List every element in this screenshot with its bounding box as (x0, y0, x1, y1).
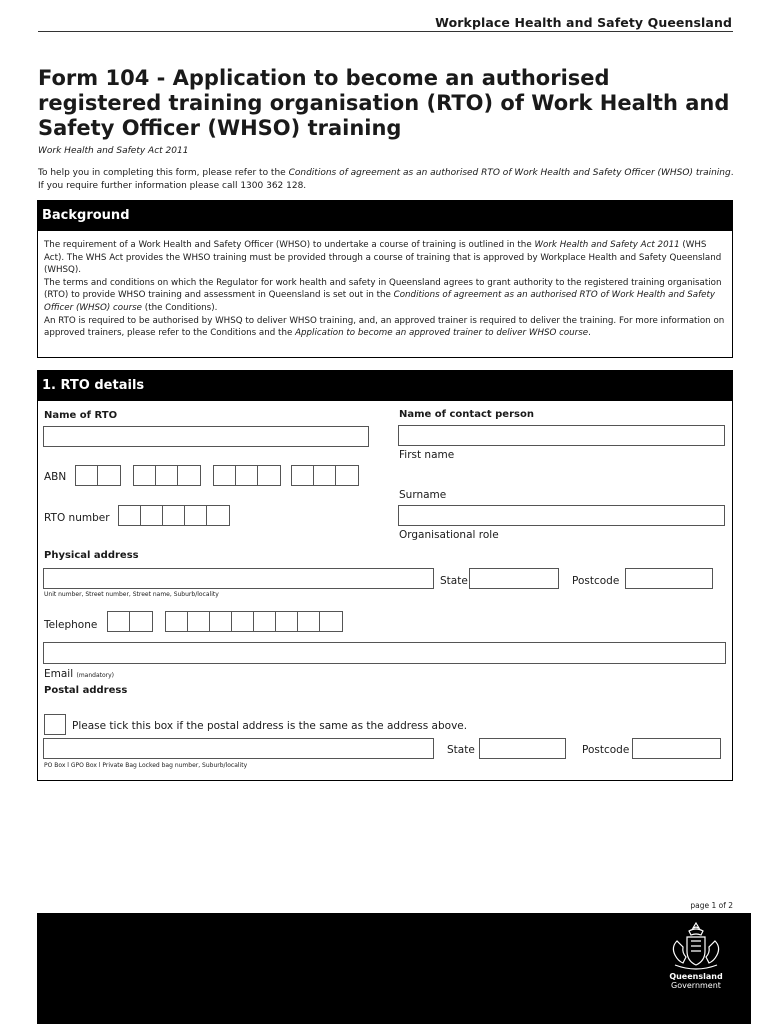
header-divider (38, 31, 733, 32)
same-address-checkbox[interactable] (44, 714, 66, 735)
postal-address-hint: PO Box l GPO Box l Private Bag Locked bag number, Suburb/locality (44, 762, 248, 769)
postal-postcode-field[interactable] (632, 738, 721, 759)
background-paragraph-1: The requirement of a Work Health and Safety Officer (WHSO) to undertake a course of training is outlined in the Work Health and Safety Act 2011 (WHS Act). The WHS Act provides the WHSO training must be provided through a course of training that is approved by Workplace Health and Safety Queensland (WHSQ). (44, 240, 722, 276)
postal-address-label: Postal address (44, 685, 128, 696)
postcode-label: Postcode (572, 575, 620, 587)
address-hint: Unit number, Street number, Street name, Suburb/locality (44, 591, 219, 598)
surname-label: Surname (399, 489, 447, 501)
rto-number-field[interactable] (118, 505, 230, 526)
rto-name-field[interactable] (43, 426, 369, 447)
abn-label: ABN (44, 471, 67, 483)
email-label: Email (mandatory) (44, 668, 115, 680)
postal-postcode-label: Postcode (582, 744, 630, 756)
rto-number-label: RTO number (44, 512, 110, 524)
intro-text: To help you in completing this form, please refer to the Conditions of agreement as an authorised RTO of Work Health and Safety Officer (WHSO) training. If you require further information please call 1300 362 128. (38, 168, 734, 191)
logo-subtitle: Government (671, 981, 721, 990)
physical-address-label: Physical address (44, 550, 139, 561)
state-field[interactable] (469, 568, 559, 589)
rto-details-heading: 1. RTO details (37, 370, 733, 401)
telephone-area-code[interactable] (107, 611, 153, 632)
conditions-reference: Conditions of agreement as an authorised RTO of Work Health and Safety Officer (WHSO) training (288, 168, 731, 178)
act-reference: Work Health and Safety Act 2011 (38, 146, 189, 156)
abn-group-3[interactable] (213, 465, 281, 486)
mandatory-note: (mandatory) (76, 672, 115, 679)
page-title: Form 104 - Application to become an authorised registered training organisation (RTO) of Work Health and Safety Officer (WHSO) training (38, 66, 730, 140)
surname-field[interactable] (398, 505, 725, 526)
header-organisation: Workplace Health and Safety Queensland (435, 15, 732, 30)
same-address-text: Please tick this box if the postal address is the same as the address above. (72, 720, 468, 732)
first-name-label: First name (399, 449, 455, 461)
page-number: page 1 of 2 (690, 901, 733, 910)
postal-state-field[interactable] (479, 738, 566, 759)
first-name-field[interactable] (398, 425, 725, 446)
state-label: State (440, 575, 468, 587)
background-panel (37, 231, 733, 358)
background-paragraph-3: An RTO is required to be authorised by WHSQ to deliver WHSO training, and, an approved trainer is required to deliver the training. For more information on approved trainers, please refer to the Conditions and the Application to become an approved trainer to deliver WHSO course. (44, 315, 725, 339)
email-field[interactable] (43, 642, 726, 664)
telephone-label: Telephone (44, 619, 98, 631)
abn-group-1[interactable] (75, 465, 121, 486)
footer-band (37, 913, 751, 1024)
abn-group-2[interactable] (133, 465, 201, 486)
telephone-number[interactable] (165, 611, 343, 632)
organisational-role-label: Organisational role (399, 529, 499, 541)
logo-name: Queensland (669, 972, 723, 981)
background-heading: Background (37, 200, 733, 231)
contact-person-label: Name of contact person (399, 409, 534, 420)
abn-group-4[interactable] (291, 465, 359, 486)
name-of-rto-label: Name of RTO (44, 410, 118, 421)
physical-address-field[interactable] (43, 568, 434, 589)
background-paragraph-2: The terms and conditions on which the Regulator for work health and safety in Queensland agrees to grant authority to the registered training organisation (RTO) to provide WHSO training and assessment in Queensland is set out in the Conditions of agreement as an authorised RTO of Work Health and Safety Officer (WHSO) course (the Conditions). (44, 277, 722, 313)
postal-state-label: State (447, 744, 475, 756)
postcode-field[interactable] (625, 568, 713, 589)
postal-address-field[interactable] (43, 738, 434, 759)
